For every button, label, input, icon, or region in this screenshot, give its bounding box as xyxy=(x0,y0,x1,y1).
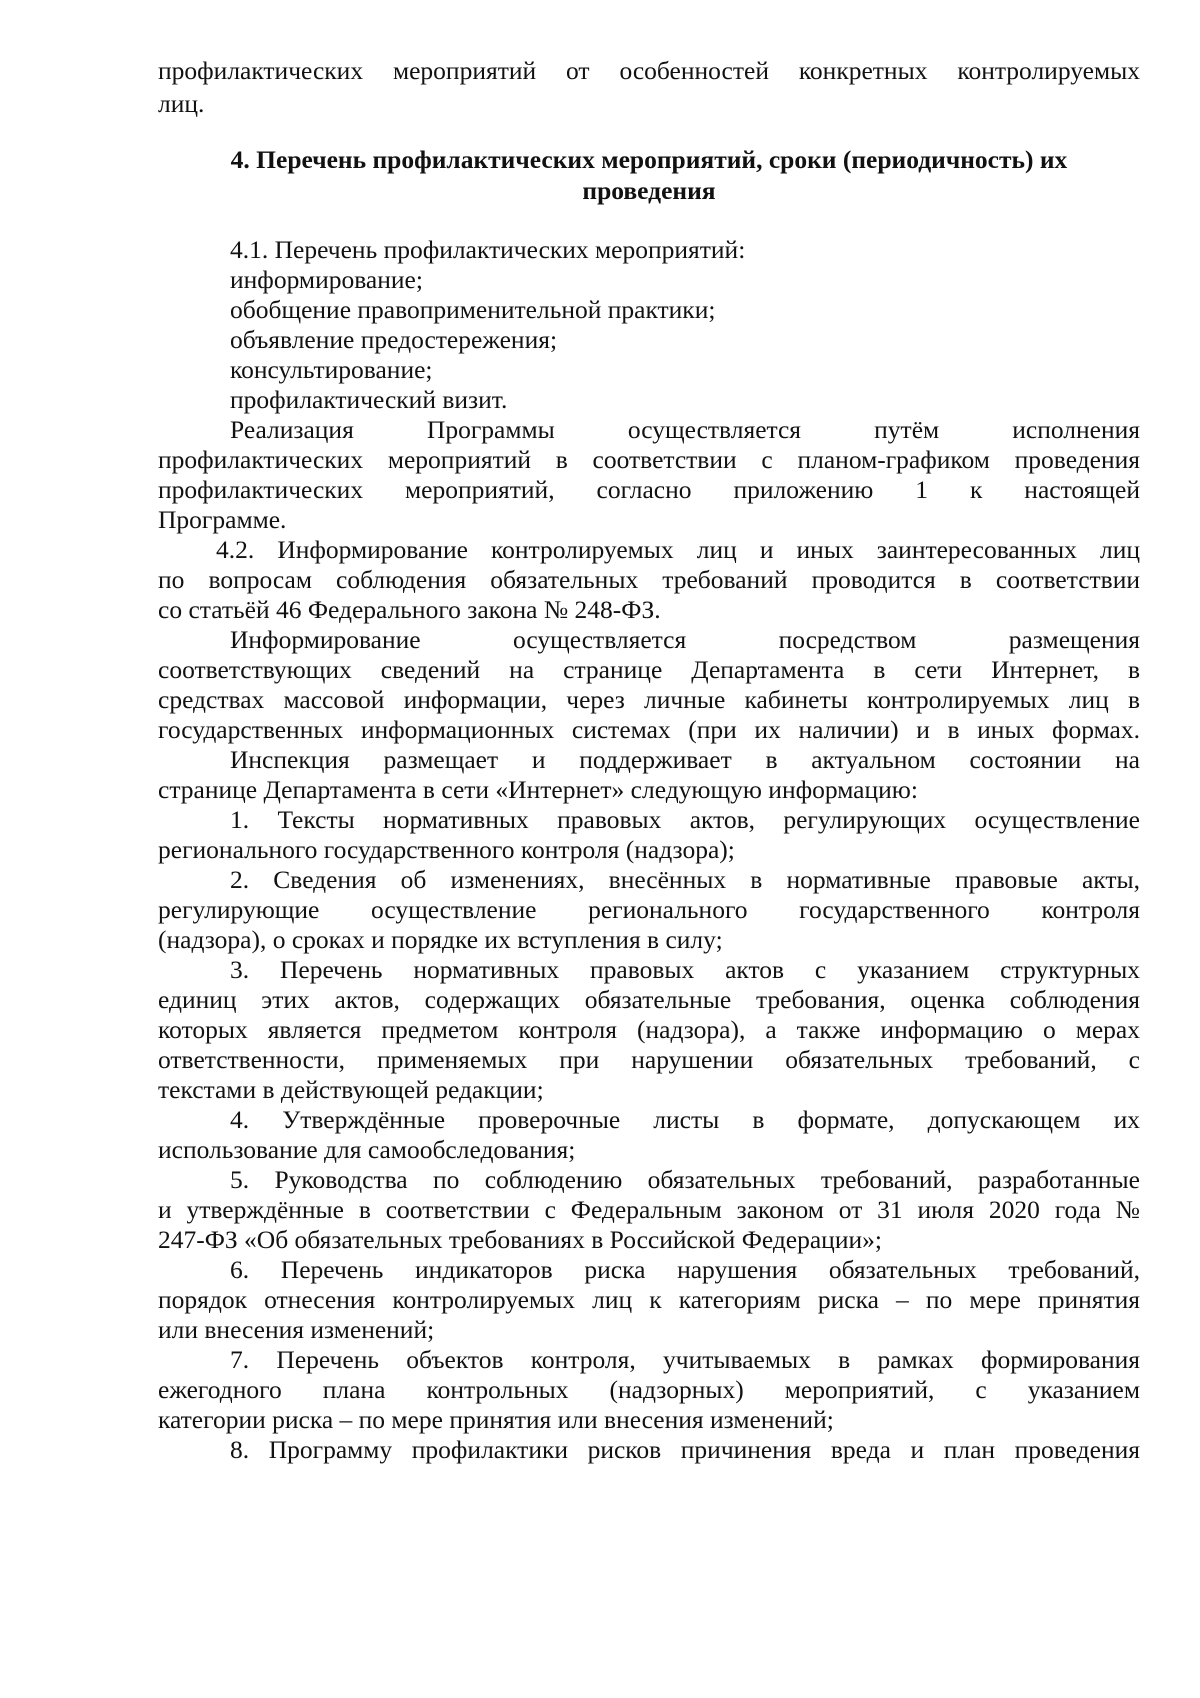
paragraph-line: Информирование осуществляется посредством размещения xyxy=(230,625,1140,654)
list-item: консультирование; xyxy=(230,355,433,384)
numbered-item-line: 1. Тексты нормативных правовых актов, регулирующих осуществление xyxy=(230,805,1140,834)
numbered-item-line: 4. Утверждённые проверочные листы в формате, допускающем их xyxy=(230,1105,1140,1134)
paragraph-line: 4.2. Информирование контролируемых лиц и иных заинтересованных лиц xyxy=(216,535,1140,564)
numbered-item-line: 3. Перечень нормативных правовых актов с указанием структурных xyxy=(230,955,1140,984)
numbered-item-line: 7. Перечень объектов контроля, учитываемых в рамках формирования xyxy=(230,1345,1140,1374)
numbered-item-line: текстами в действующей редакции; xyxy=(158,1075,544,1104)
paragraph-line: странице Департамента в сети «Интернет» следующую информацию: xyxy=(158,775,918,804)
numbered-item-line: и утверждённые в соответствии с Федеральным законом от 31 июля 2020 года № xyxy=(158,1195,1140,1224)
numbered-item-line: регионального государственного контроля (надзора); xyxy=(158,835,735,864)
numbered-item-line: 247-ФЗ «Об обязательных требованиях в Российской Федерации»; xyxy=(158,1225,882,1254)
paragraph-line: соответствующих сведений на странице Департамента в сети Интернет, в xyxy=(158,655,1140,684)
numbered-item-line: ответственности, применяемых при нарушении обязательных требований, с xyxy=(158,1045,1140,1074)
numbered-item-line: 2. Сведения об изменениях, внесённых в нормативные правовые акты, xyxy=(230,865,1140,894)
list-item: профилактический визит. xyxy=(230,385,508,414)
paragraph-line: Реализация Программы осуществляется путём исполнения xyxy=(230,415,1140,444)
numbered-item-line: 5. Руководства по соблюдению обязательных требований, разработанные xyxy=(230,1165,1140,1194)
paragraph-line: профилактических мероприятий в соответствии с планом-графиком проведения xyxy=(158,445,1140,474)
paragraph-line: средствах массовой информации, через личные кабинеты контролируемых лиц в xyxy=(158,685,1140,714)
paragraph-line: со статьёй 46 Федерального закона № 248-ФЗ. xyxy=(158,595,661,624)
list-item: обобщение правоприменительной практики; xyxy=(230,295,716,324)
numbered-item-line: использование для самообследования; xyxy=(158,1135,576,1164)
numbered-item-line: порядок отнесения контролируемых лиц к категориям риска – по мере принятия xyxy=(158,1285,1140,1314)
paragraph-line: по вопросам соблюдения обязательных требований проводится в соответствии xyxy=(158,565,1140,594)
numbered-item-line: (надзора), о сроках и порядке их вступления в силу; xyxy=(158,925,723,954)
numbered-item-line: которых является предметом контроля (надзора), а также информацию о мерах xyxy=(158,1015,1140,1044)
section-heading-line-2: проведения xyxy=(582,176,716,205)
section-heading-line-1: 4. Перечень профилактических мероприятий, сроки (периодичность) их xyxy=(230,145,1068,174)
list-item: информирование; xyxy=(230,265,423,294)
paragraph-line: Инспекция размещает и поддерживает в актуальном состоянии на xyxy=(230,745,1140,774)
numbered-item-line: 8. Программу профилактики рисков причинения вреда и план проведения xyxy=(230,1435,1140,1464)
numbered-item-line: единиц этих актов, содержащих обязательные требования, оценка соблюдения xyxy=(158,985,1140,1014)
numbered-item-line: или внесения изменений; xyxy=(158,1315,435,1344)
numbered-item-line: категории риска – по мере принятия или внесения изменений; xyxy=(158,1405,834,1434)
list-header: 4.1. Перечень профилактических мероприятий: xyxy=(230,235,746,264)
paragraph-line: Программе. xyxy=(158,505,287,534)
intro-line-1: профилактических мероприятий от особенностей конкретных контролируемых xyxy=(158,56,1140,85)
list-item: объявление предостережения; xyxy=(230,325,558,354)
paragraph-line: профилактических мероприятий, согласно приложению 1 к настоящей xyxy=(158,475,1140,504)
paragraph-line: государственных информационных системах (при их наличии) и в иных формах. xyxy=(158,715,1140,744)
numbered-item-line: 6. Перечень индикаторов риска нарушения обязательных требований, xyxy=(230,1255,1140,1284)
numbered-item-line: регулирующие осуществление регионального государственного контроля xyxy=(158,895,1140,924)
numbered-item-line: ежегодного плана контрольных (надзорных) мероприятий, с указанием xyxy=(158,1375,1140,1404)
intro-line-2: лиц. xyxy=(158,89,205,118)
